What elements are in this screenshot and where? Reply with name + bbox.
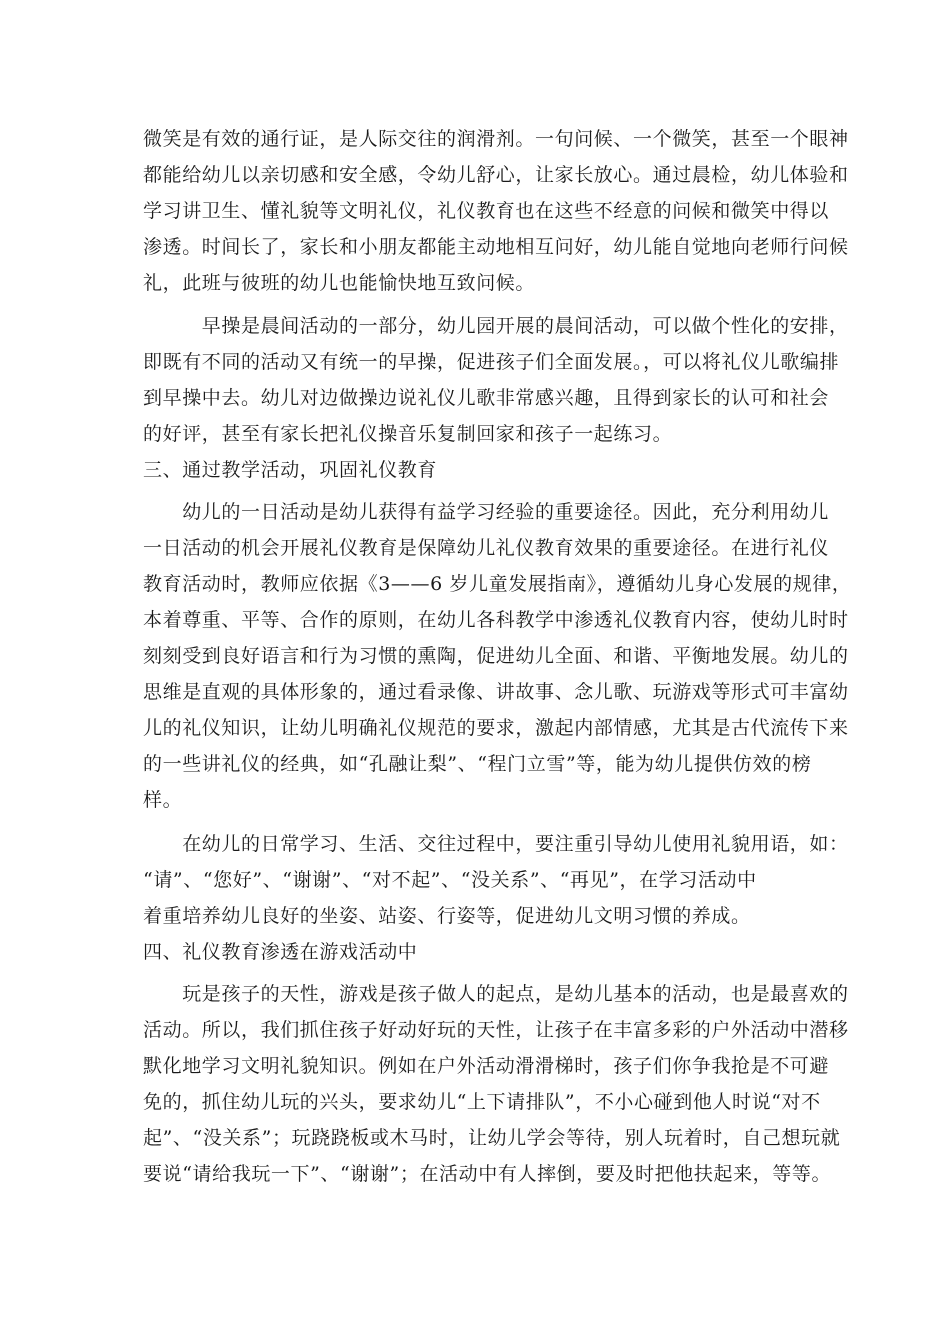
text-line: 都能给幼儿以亲切感和安全感，令幼儿舒心，让家长放心。通过晨检，幼儿体验和 bbox=[143, 164, 849, 186]
text-line: 默化地学习文明礼貌知识。例如在户外活动滑滑梯时，孩子们你争我抢是不可避 bbox=[143, 1055, 830, 1077]
text-line: 免的，抓住幼儿玩的兴头，要求幼儿“上下请排队”，不小心碰到他人时说“对不 bbox=[143, 1091, 821, 1113]
text-line: 早操是晨间活动的一部分，幼儿园开展的晨间活动，可以做个性化的安排， bbox=[143, 315, 849, 337]
text-line: 起”、“没关系”；玩跷跷板或木马时，让幼儿学会等待，别人玩着时，自己想玩就 bbox=[143, 1127, 841, 1149]
text-line: 着重培养幼儿良好的坐姿、站姿、行姿等，促进幼儿文明习惯的养成。 bbox=[143, 905, 751, 927]
text-line: 微笑是有效的通行证，是人际交往的润滑剂。一句问候、一个微笑，甚至一个眼神 bbox=[143, 128, 849, 150]
text-line: 玩是孩子的天性，游戏是孩子做人的起点，是幼儿基本的活动，也是最喜欢的 bbox=[143, 983, 849, 1005]
text-line: 学习讲卫生、懂礼貌等文明礼仪，礼仪教育也在这些不经意的问候和微笑中得以 bbox=[143, 200, 830, 222]
text-line: 的一些讲礼仪的经典，如“孔融让梨”、“程门立雪”等，能为幼儿提供仿效的榜 bbox=[143, 753, 812, 775]
text-line: 的好评，甚至有家长把礼仪操音乐复制回家和孩子一起练习。 bbox=[143, 423, 673, 445]
text-line: 在幼儿的日常学习、生活、交往过程中，要注重引导幼儿使用礼貌用语，如： bbox=[143, 833, 849, 855]
text-line: 要说“请给我玩一下”、“谢谢”；在活动中有人摔倒，要及时把他扶起来，等等。 bbox=[143, 1163, 832, 1185]
text-line: 幼儿的一日活动是幼儿获得有益学习经验的重要途径。因此，充分利用幼儿 bbox=[143, 501, 830, 523]
text-line: 思维是直观的具体形象的，通过看录像、讲故事、念儿歌、玩游戏等形式可丰富幼 bbox=[143, 681, 849, 703]
text-line: 刻刻受到良好语言和行为习惯的熏陶，促进幼儿全面、和谐、平衡地发展。幼儿的 bbox=[143, 645, 849, 667]
text-line: “请”、“您好”、“谢谢”、“对不起”、“没关系”、“再见”，在学习活动中 bbox=[143, 869, 757, 891]
text-line: 样。 bbox=[143, 789, 183, 811]
text-line: 即既有不同的活动又有统一的早操，促进孩子们全面发展。，可以将礼仪儿歌编排 bbox=[143, 351, 840, 373]
text-line: 一日活动的机会开展礼仪教育是保障幼儿礼仪教育效果的重要途径。在进行礼仪 bbox=[143, 537, 830, 559]
text-line: 教育活动时，教师应依据《3——6 岁儿童发展指南》，遵循幼儿身心发展的规律， bbox=[143, 573, 852, 595]
section-heading: 三、通过教学活动，巩固礼仪教育 bbox=[143, 459, 438, 481]
text-line: 活动。所以，我们抓住孩子好动好玩的天性，让孩子在丰富多彩的户外活动中潜移 bbox=[143, 1019, 849, 1041]
text-line: 儿的礼仪知识，让幼儿明确礼仪规范的要求，激起内部情感，尤其是古代流传下来 bbox=[143, 717, 849, 739]
text-line: 渗透。时间长了，家长和小朋友都能主动地相互问好，幼儿能自觉地向老师行问候 bbox=[143, 236, 849, 258]
text-line: 到早操中去。幼儿对边做操边说礼仪儿歌非常感兴趣，且得到家长的认可和社会 bbox=[143, 387, 830, 409]
section-heading: 四、礼仪教育渗透在游戏活动中 bbox=[143, 941, 418, 963]
text-line: 本着尊重、平等、合作的原则，在幼儿各科教学中渗透礼仪教育内容，使幼儿时时 bbox=[143, 609, 849, 631]
text-line: 礼，此班与彼班的幼儿也能愉快地互致问候。 bbox=[143, 272, 536, 294]
